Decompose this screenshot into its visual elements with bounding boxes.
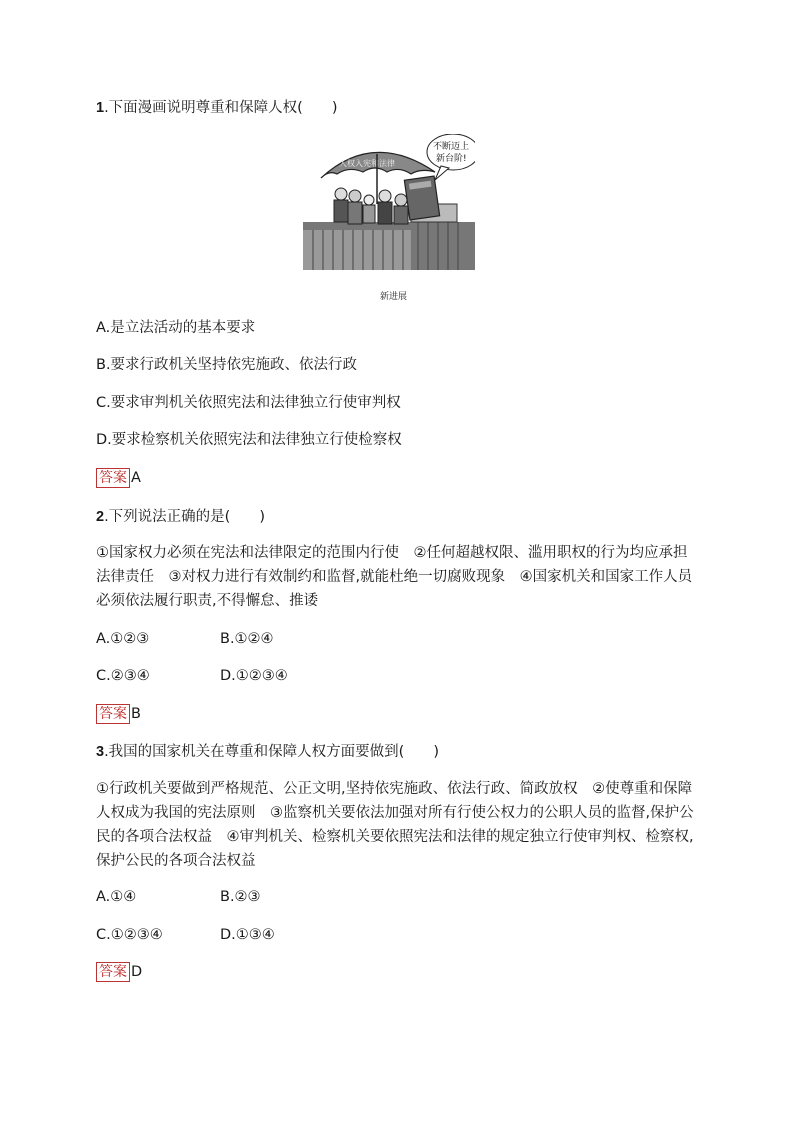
- bubble-line-1: 不断迈上: [433, 142, 470, 152]
- question-2-text: .下列说法正确的是( ): [104, 509, 266, 525]
- q2-answer-line: [96, 703, 141, 725]
- q1-option-a: A.是立法活动的基本要求: [96, 320, 256, 336]
- question-1-stem: [96, 97, 338, 119]
- q1-answer-line: [96, 467, 141, 489]
- question-1-text: .下面漫画说明尊重和保障人权( ): [104, 100, 338, 116]
- q3-statements: ①行政机关要做到严格规范、公正文明,坚持依宪施政、依法行政、简政放权 ②使尊重和保障人权成为我国的宪法原则 ③监察机关要依法加强对所有行使公权力的公职人员的监督,保护公民的各项合法权益 ④审判机关、检察机关要依照宪法和法律的规定独立行使审判权、检察权,保护公民的各项合法权益: [96, 781, 694, 869]
- q1-option-d: D.要求检察机关依照宪法和法律独立行使检察权: [96, 432, 402, 448]
- umbrella-text: 人权入宪和法律: [339, 159, 395, 168]
- q2-option-c: C.②③④: [96, 668, 150, 684]
- question-1-number: 1: [96, 100, 105, 116]
- q2-option-b: B.①②④: [220, 631, 274, 647]
- q3-option-c: C.①②③④: [96, 927, 163, 943]
- q2-answer-value: B: [131, 706, 141, 722]
- q1-option-c: C.要求审判机关依照宪法和法律独立行使审判权: [96, 395, 401, 411]
- q3-option-b: B.②③: [220, 889, 261, 905]
- q3-answer-value: D: [131, 964, 143, 980]
- q2-option-d: D.①②③④: [220, 668, 288, 684]
- q3-option-a: A.①④: [96, 889, 137, 905]
- answer-badge: 答案: [96, 962, 130, 982]
- question-3-number: 3: [96, 744, 105, 760]
- q1-answer-value: A: [131, 470, 141, 486]
- question-3-stem: [96, 741, 439, 763]
- q2-statements: ①国家权力必须在宪法和法律限定的范围内行使 ②任何超越权限、滥用职权的行为均应承担法律责任 ③对权力进行有效制约和监督,就能杜绝一切腐败现象 ④国家机关和国家工作人员必须依法履行职责,不得懈怠、推诿: [96, 545, 693, 609]
- q2-option-a: A.①②③: [96, 631, 150, 647]
- question-2-number: 2: [96, 509, 105, 525]
- bubble-line-2: 新台阶!: [436, 154, 467, 164]
- question-2-stem: [96, 506, 265, 528]
- answer-badge: 答案: [96, 468, 130, 488]
- cartoon-illustration: [303, 134, 475, 270]
- q3-option-d: D.①③④: [220, 927, 275, 943]
- q1-option-b: B.要求行政机关坚持依宪施政、依法行政: [96, 357, 358, 373]
- answer-badge: 答案: [96, 704, 130, 724]
- figure-caption: 新进展: [380, 292, 408, 302]
- question-3-text: .我国的国家机关在尊重和保障人权方面要做到( ): [104, 744, 439, 760]
- q3-answer-line: [96, 961, 142, 983]
